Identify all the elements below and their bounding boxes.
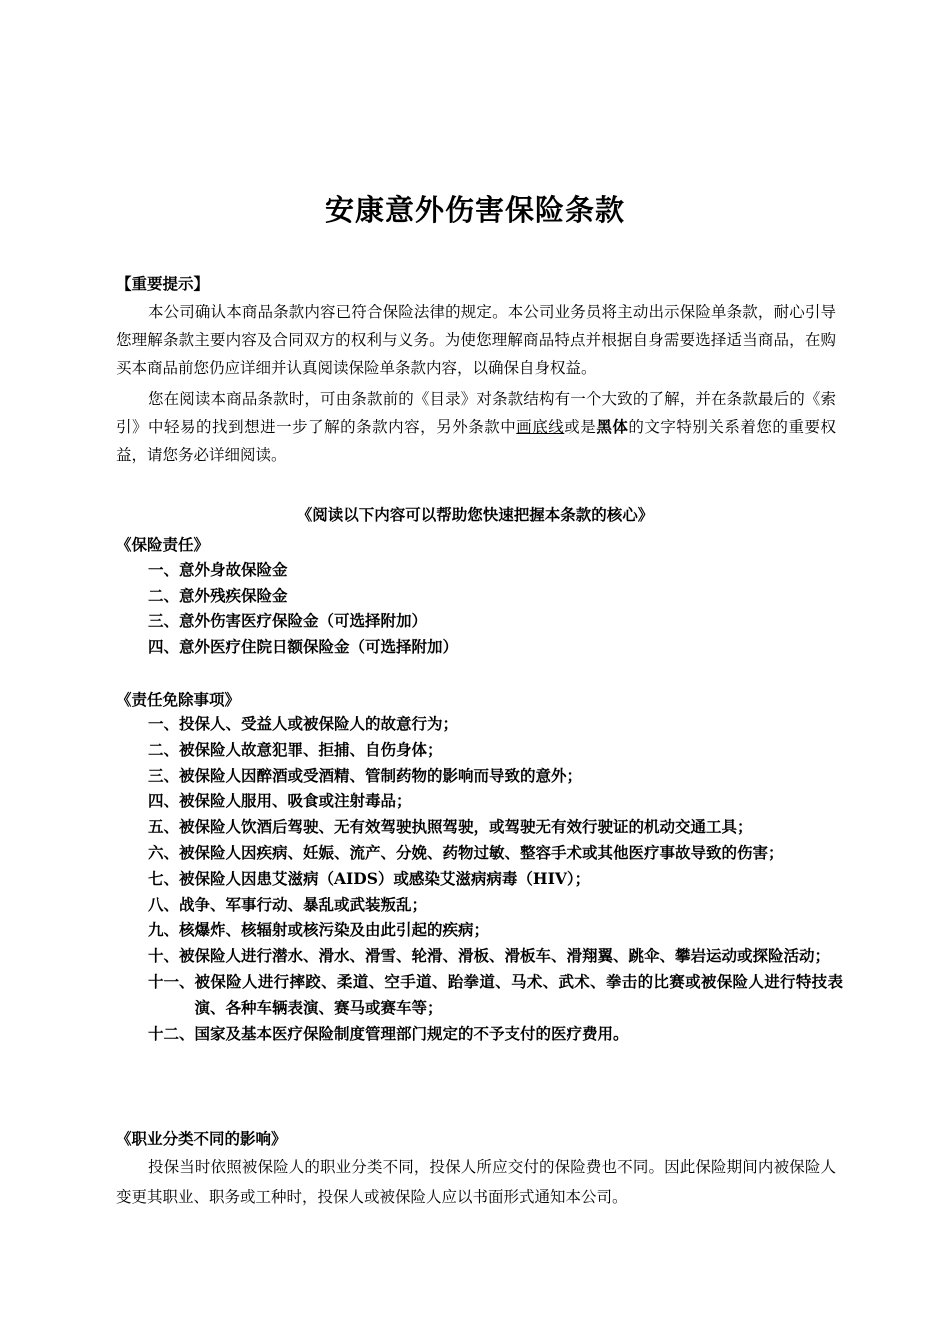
exclusion-text: 被保险人进行潜水、滑水、滑雪、轮滑、滑板、滑板车、滑翔翼、跳伞、攀岩运动或探险活动；: [179, 946, 831, 966]
exclusion-number: 七、: [148, 868, 180, 888]
exclusion-item: [148, 943, 843, 969]
exclusion-item: [148, 917, 843, 943]
notice-heading: 【重要提示】: [116, 274, 210, 293]
document-title: 安康意外伤害保险条款: [324, 193, 625, 227]
exclusion-number: 九、: [148, 920, 180, 940]
exclusion-item: [148, 814, 843, 840]
exclusion-text: 被保险人进行摔跤、柔道、空手道、跆拳道、马术、武术、拳击的比赛或被保险人进行特技表演、各种车辆表演、赛马或赛车等；: [194, 971, 843, 1017]
occupation-heading: 《职业分类不同的影响》: [116, 1129, 287, 1148]
bold-term: 黑体: [596, 417, 629, 436]
exclusion-number: 四、: [148, 791, 180, 811]
underlined-term: 画底线: [516, 418, 565, 436]
exclusion-item: [148, 1021, 843, 1047]
exclusion-text: 被保险人因疾病、妊娠、流产、分娩、药物过敏、整容手术或其他医疗事故导致的伤害；: [179, 842, 784, 862]
core-summary-heading: 《阅读以下内容可以帮助您快速把握本条款的核心》: [296, 505, 654, 524]
exclusion-number: 五、: [148, 817, 180, 837]
exclusion-number: 十、: [148, 946, 180, 966]
occupation-paragraph: 投保当时依照被保险人的职业分类不同，投保人所应交付的保险费也不同。因此保险期间内被保险人变更其职业、职务或工种时，投保人或被保险人应以书面形式通知本公司。: [116, 1158, 836, 1206]
coverage-item: 三、意外伤害医疗保险金（可选择附加）: [148, 611, 428, 630]
exclusion-item: [148, 892, 843, 918]
notice-paragraph-1: 本公司确认本商品条款内容已符合保险法律的规定。本公司业务员将主动出示保险单条款，耐心引导您理解条款主要内容及合同双方的权利与义务。为使您理解商品特点并根据自身需要选择适当商品，在购买本商品前您仍应详细并认真阅读保险单条款内容，以确保自身权益。: [116, 303, 836, 377]
exclusion-number: 十二、: [148, 1023, 195, 1043]
exclusion-text: 被保险人故意犯罪、拒捕、自伤身体；: [179, 739, 443, 759]
exclusion-text: 被保险人因患艾滋病（AIDS）或感染艾滋病病毒（HIV）；: [179, 868, 591, 888]
exclusion-number: 八、: [148, 894, 180, 914]
exclusion-text: 被保险人服用、吸食或注射毒品；: [179, 791, 412, 811]
coverage-item: 一、意外身故保险金: [148, 560, 288, 579]
coverage-heading: 《保险责任》: [116, 535, 210, 554]
exclusion-item: [148, 840, 843, 866]
exclusion-text: 核爆炸、核辐射或核污染及由此引起的疾病；: [179, 920, 490, 940]
exclusion-text: 被保险人因醉酒或受酒精、管制药物的影响而导致的意外；: [179, 765, 583, 785]
coverage-item: 四、意外医疗住院日额保险金（可选择附加）: [148, 636, 459, 656]
exclusion-text: 被保险人饮酒后驾驶、无有效驾驶执照驾驶，或驾驶无有效行驶证的机动交通工具；: [179, 817, 753, 837]
exclusion-number: 三、: [148, 765, 180, 785]
exclusions-heading: 《责任免除事项》: [116, 690, 241, 709]
notice-paragraph-2-text-b: 或是: [564, 418, 597, 436]
exclusion-text: 战争、军事行动、暴乱或武装叛乱；: [179, 894, 428, 914]
exclusion-item: [148, 866, 843, 892]
exclusion-item: [148, 763, 843, 789]
exclusion-item: [148, 969, 843, 1021]
notice-paragraph-2: [116, 385, 836, 469]
coverage-item: 二、意外残疾保险金: [148, 585, 288, 605]
coverage-list: [148, 557, 458, 659]
exclusion-number: 一、: [148, 714, 180, 733]
notice-paragraph-2-text-c: 的文字特别关系着您的重要权益，请您务必详细阅读。: [116, 418, 836, 464]
exclusion-text: 国家及基本医疗保险制度管理部门规定的不予支付的医疗费用。: [194, 1023, 629, 1043]
exclusion-number: 六、: [148, 842, 180, 862]
exclusion-item: [148, 788, 843, 814]
exclusion-item: [148, 737, 843, 763]
exclusions-list: [148, 711, 843, 1046]
exclusion-item: [148, 711, 843, 737]
exclusion-number: 十一、: [148, 971, 195, 991]
exclusion-text: 投保人、受益人或被保险人的故意行为；: [179, 714, 459, 733]
exclusion-number: 二、: [148, 739, 180, 759]
notice-paragraph-2-text-a: 您在阅读本商品条款时，可由条款前的《目录》对条款结构有一个大致的了解，并在条款最后的《索引》中轻易的找到想进一步了解的条款内容，另外条款中: [116, 390, 836, 436]
